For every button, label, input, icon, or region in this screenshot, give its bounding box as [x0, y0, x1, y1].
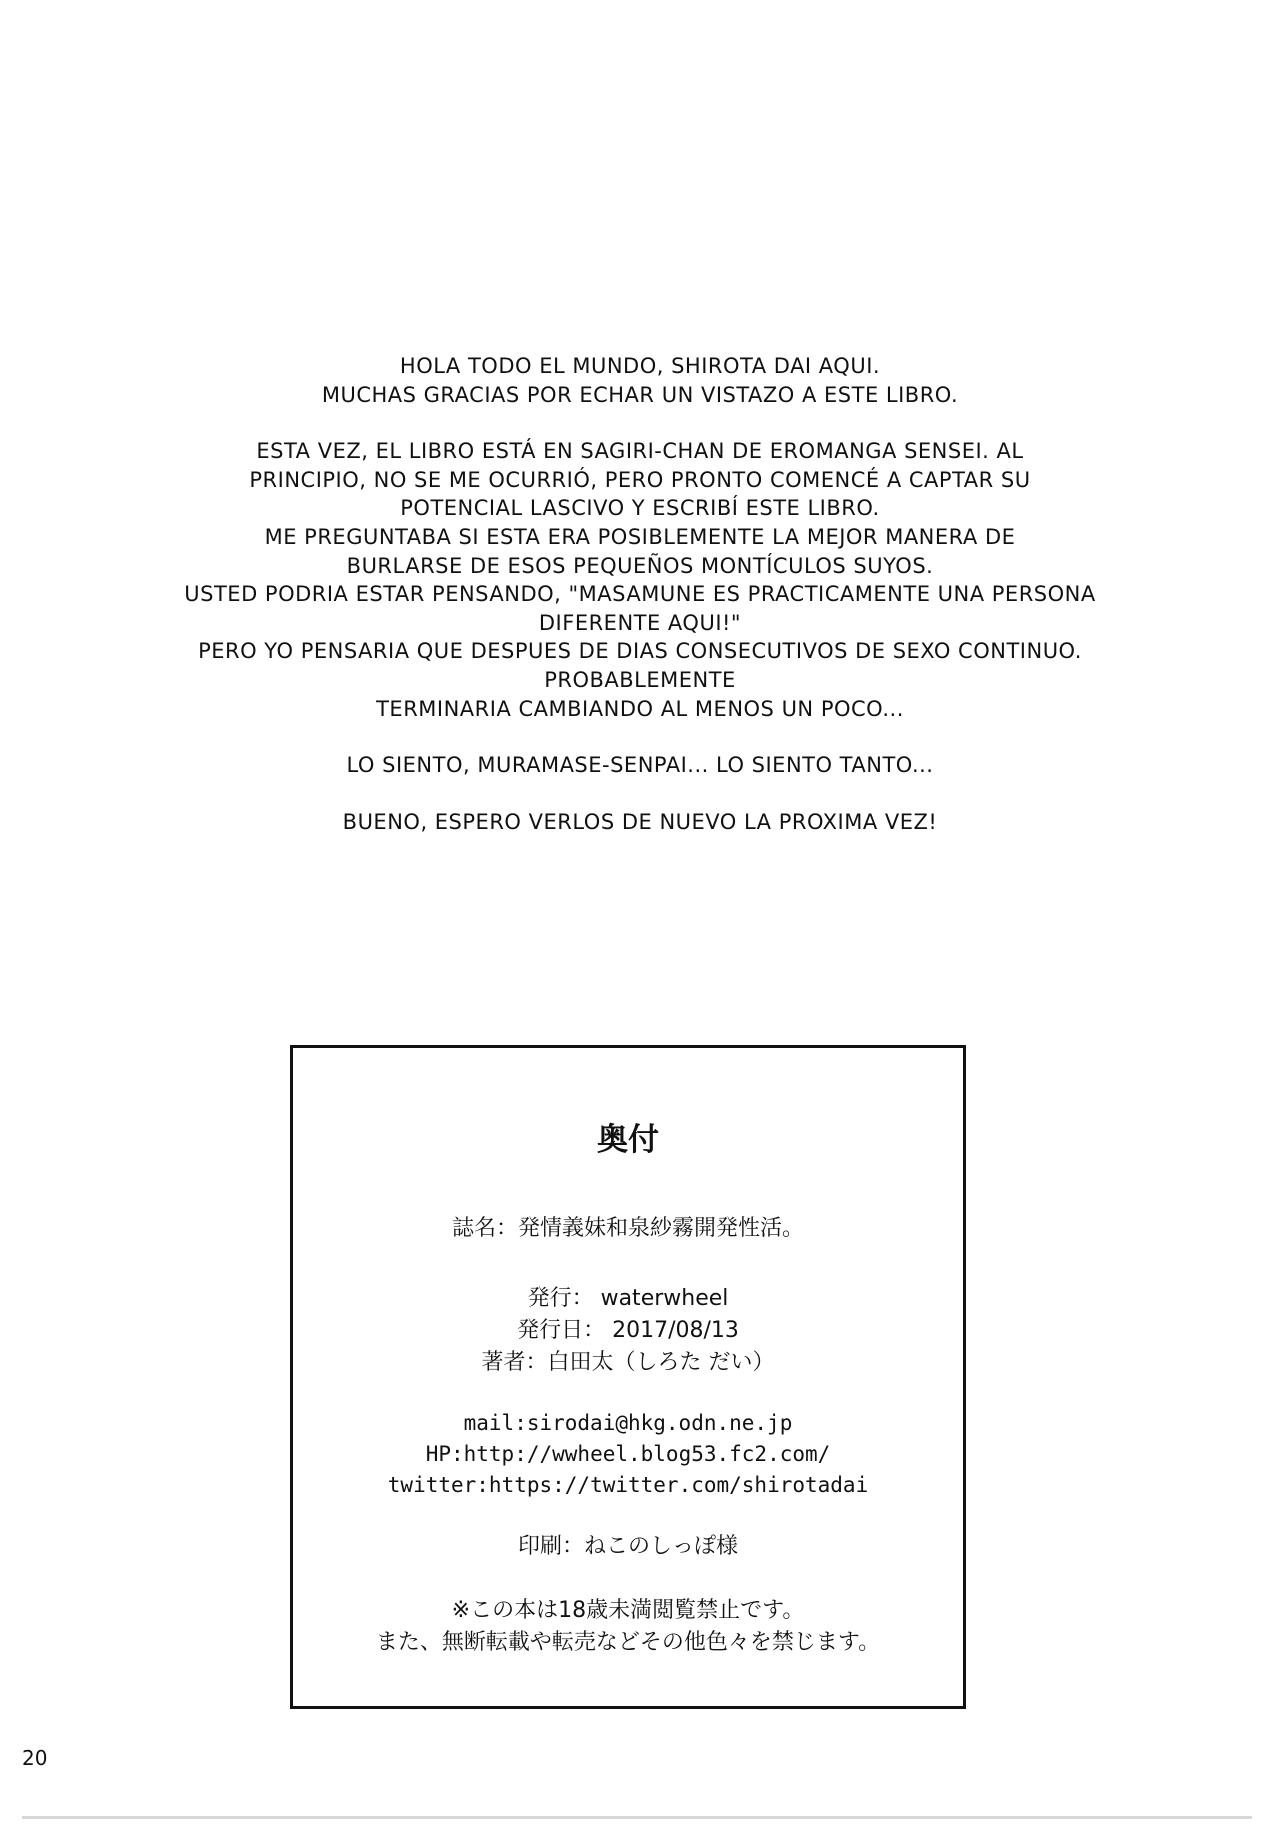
afterword-line: USTED PODRIA ESTAR PENSANDO, "MASAMUNE ES PRACTICAMENTE UNA PERSONA — [184, 582, 1096, 607]
book-title: 誌名：発情義妹和泉紗霧開発性活。 — [451, 1216, 804, 1241]
afterword-line: BURLARSE DE ESOS PEQUEÑOS MONTÍCULOS SUYOS. — [346, 553, 934, 578]
afterword-line: DIFERENTE AQUI!" — [538, 610, 742, 635]
page-number: 20 — [22, 1746, 48, 1770]
colophon-box — [290, 1045, 966, 1709]
paragraph-gap — [120, 780, 1160, 808]
afterword-line: POTENCIAL LASCIVO Y ESCRIBÍ ESTE LIBRO. — [400, 496, 880, 521]
afterword-line: PRINCIPIO, NO SE ME OCURRIÓ, PERO PRONTO COMENCÉ A CAPTAR SU — [249, 467, 1031, 492]
afterword-line: PROBABLEMENTE — [544, 667, 736, 692]
colophon-title: 奥付 — [597, 1122, 659, 1158]
reproduction-notice: また、無断転載や転売などその他色々を禁じます。 — [375, 1630, 881, 1655]
afterword-line: BUENO, ESPERO VERLOS DE NUEVO LA PROXIMA VEZ! — [342, 809, 938, 834]
mail-address: mail:sirodai@hkg.odn.ne.jp — [463, 1411, 793, 1435]
author: 著者：白田太（しろた だい） — [481, 1350, 775, 1375]
publish-date: 発行日： 2017/08/13 — [517, 1318, 739, 1343]
bottom-divider — [22, 1816, 1252, 1819]
afterword-line: PERO YO PENSARIA QUE DESPUES DE DIAS CONSECUTIVOS DE SEXO CONTINUO. — [198, 639, 1082, 664]
afterword-line: TERMINARIA CAMBIANDO AL MENOS UN POCO... — [376, 696, 904, 721]
twitter-url: twitter:https://twitter.com/shirotadai — [387, 1473, 869, 1497]
paragraph-gap — [120, 723, 1160, 751]
paragraph-gap — [120, 409, 1160, 437]
printer: 印刷：ねこのしっぽ様 — [517, 1534, 738, 1559]
afterword-text — [120, 352, 1160, 836]
age-restriction-notice: ※この本は18歳未満閲覧禁止です。 — [451, 1598, 805, 1623]
afterword-line: ESTA VEZ, EL LIBRO ESTÁ EN SAGIRI-CHAN DE EROMANGA SENSEI. AL — [256, 439, 1024, 464]
afterword-line: ME PREGUNTABA SI ESTA ERA POSIBLEMENTE LA MEJOR MANERA DE — [264, 524, 1016, 549]
afterword-line: LO SIENTO, MURAMASE-SENPAI... LO SIENTO TANTO... — [346, 753, 934, 778]
homepage-url: HP:http://wwheel.blog53.fc2.com/ — [425, 1442, 831, 1466]
publisher: 発行： waterwheel — [527, 1286, 729, 1311]
afterword-line: MUCHAS GRACIAS POR ECHAR UN VISTAZO A ESTE LIBRO. — [321, 382, 959, 407]
afterword-line: HOLA TODO EL MUNDO, SHIROTA DAI AQUI. — [399, 354, 881, 378]
